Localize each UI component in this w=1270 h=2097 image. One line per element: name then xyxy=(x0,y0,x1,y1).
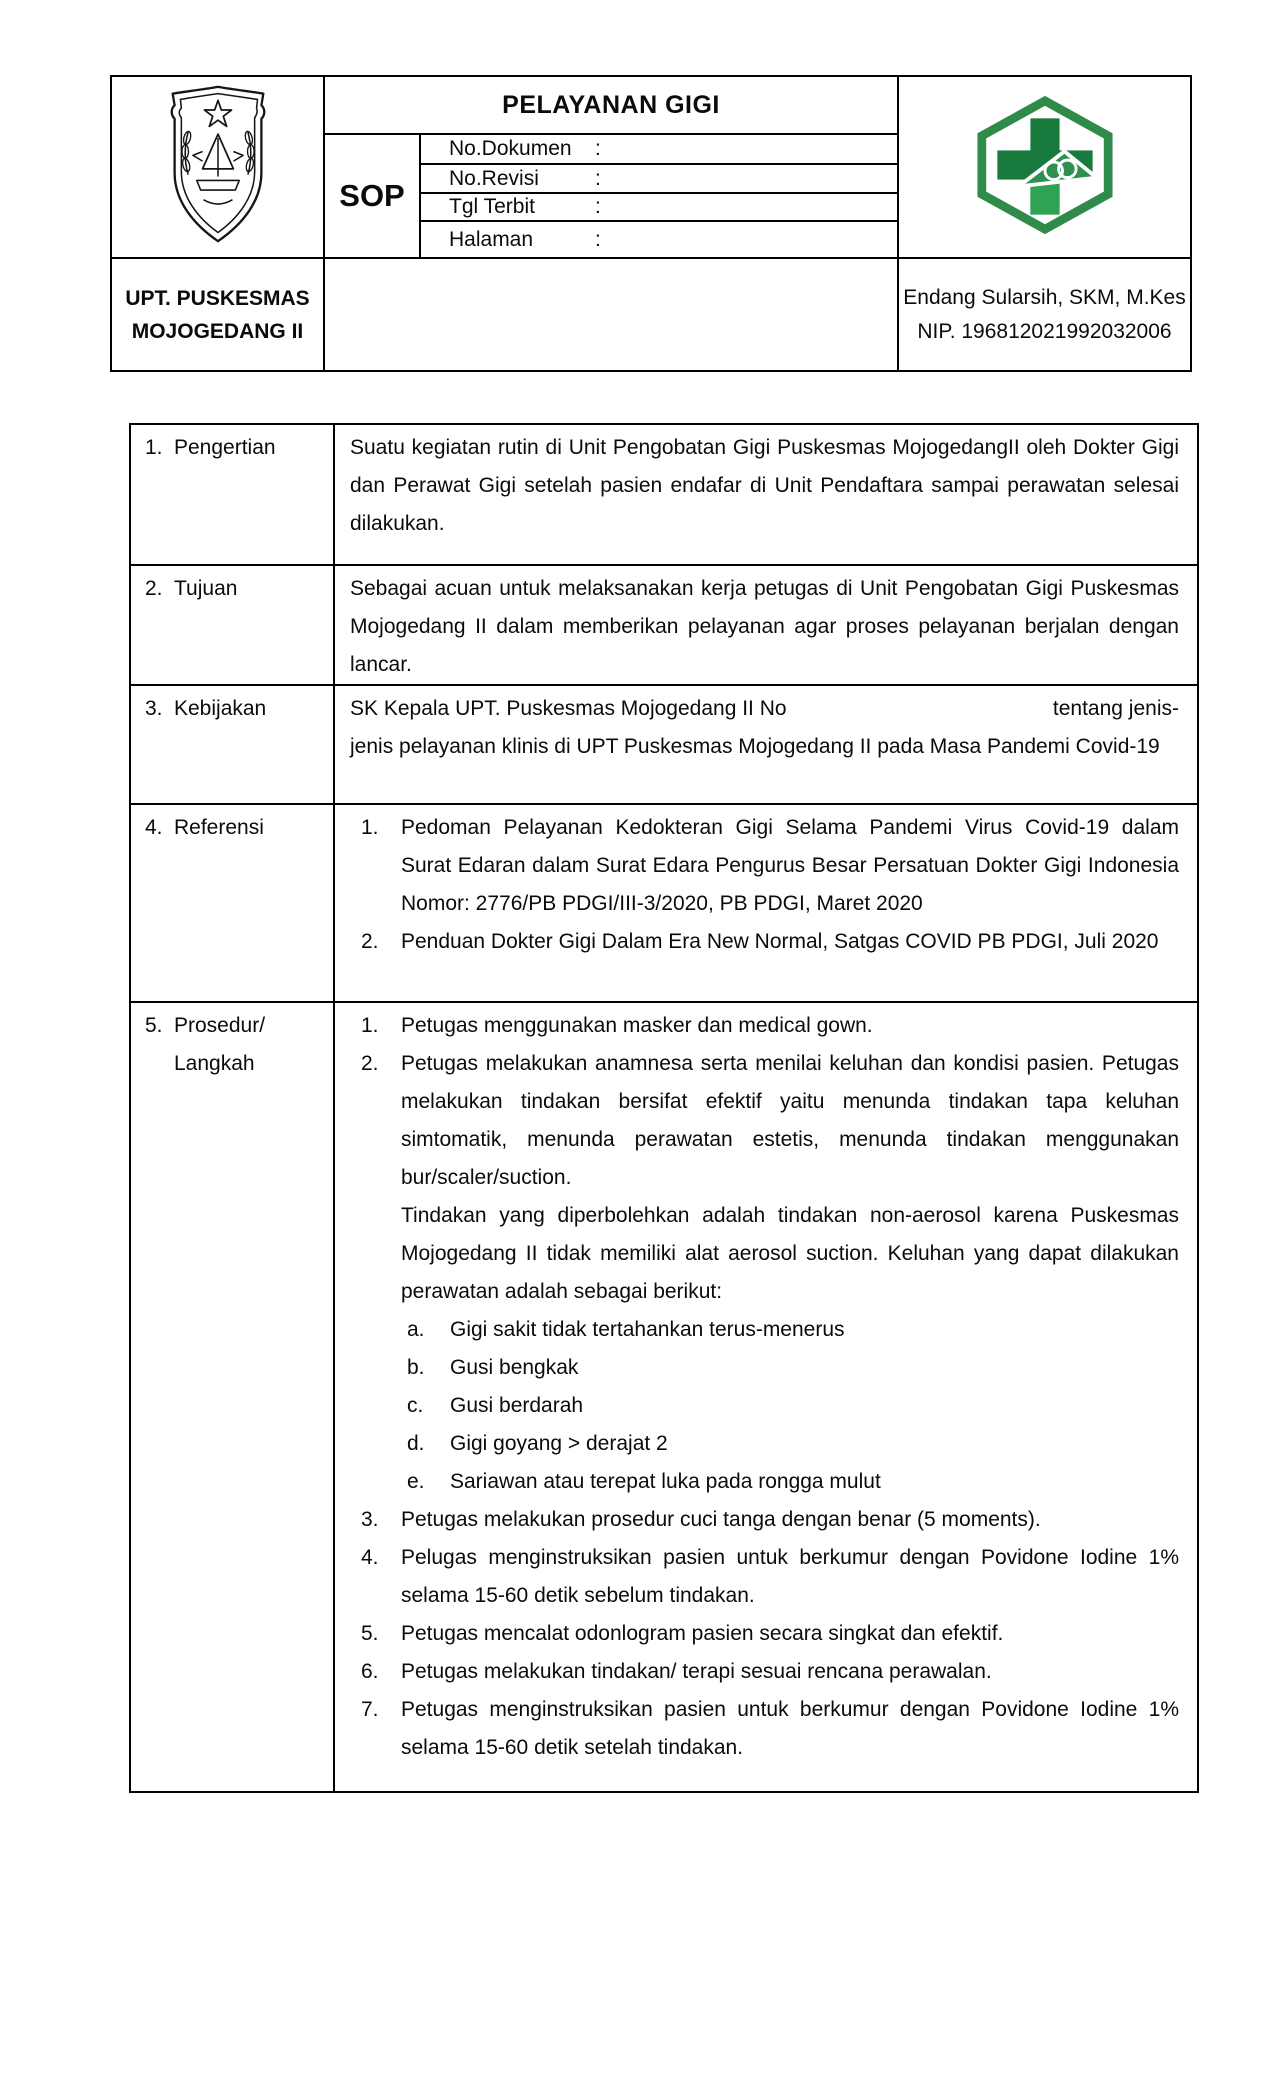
sub-list-item xyxy=(407,1463,1179,1501)
section-label: Referensi xyxy=(174,816,264,839)
section-label-cell xyxy=(130,685,334,804)
field-label: Tgl Terbit xyxy=(449,195,535,218)
kebijakan-text-before-blank: SK Kepala UPT. Puskesmas Mojogedang II No xyxy=(350,697,787,720)
section-number: 4. xyxy=(145,816,163,839)
sub-list-item xyxy=(407,1387,1179,1425)
list-item xyxy=(361,1045,1179,1197)
list-item xyxy=(361,809,1179,923)
signature-cell xyxy=(324,258,898,371)
list-item xyxy=(361,1501,1179,1539)
section-label: Prosedur/ xyxy=(174,1014,266,1037)
list-item-text: Pedoman Pelayanan Kedokteran Gigi Selama Pandemi Virus Covid-19 dalam Surat Edaran dalam Surat Edara Pengurus Besar Persatuan Dokter Gigi Indonesia Nomor: 2776/PB PDGI/III-3/2020, PB PDGI, Maret 2020 xyxy=(401,816,1179,915)
section-label-cell xyxy=(130,565,334,685)
list-item-number: 2. xyxy=(361,1052,379,1075)
field-colon: : xyxy=(595,137,601,160)
sop-header-table xyxy=(110,75,1192,372)
list-item-number: 2. xyxy=(361,930,379,953)
list-item-number: 7. xyxy=(361,1698,379,1721)
kebijakan-text-after-blank: tentang jenis- xyxy=(1052,697,1179,720)
list-item-text: Petugas menginstruksikan pasien untuk berkumur dengan Povidone Iodine 1% selama 15-60 detik setelah tindakan. xyxy=(401,1698,1179,1759)
field-no-dokumen xyxy=(420,134,898,164)
list-item-text: Penduan Dokter Gigi Dalam Era New Normal, Satgas COVID PB PDGI, Juli 2020 xyxy=(401,930,1159,953)
section-label-cell xyxy=(130,804,334,1002)
list-item xyxy=(361,1653,1179,1691)
section-text: Sebagai acuan untuk melaksanakan kerja petugas di Unit Pengobatan Gigi Puskesmas Mojogedang II dalam memberikan pelayanan agar proses pelayanan berjalan dengan lancar. xyxy=(350,577,1179,676)
field-halaman xyxy=(420,221,898,258)
list-item-number: 6. xyxy=(361,1660,379,1683)
list-item-number: 5. xyxy=(361,1622,379,1645)
right-logo-cell xyxy=(898,76,1191,258)
list-item-text: Petugas melakukan anamnesa serta menilai keluhan dan kondisi pasien. Petugas melakukan tindakan bersifat efektif yaitu menunda tindakan tapa keluhan simtomatik, menunda perawatan estetis, menunda tindakan menggunakan bur/scaler/suction. xyxy=(401,1052,1179,1189)
section-row-prosedur xyxy=(130,1002,1198,1792)
sub-item-text: Gusi berdarah xyxy=(450,1394,584,1417)
section-value-cell xyxy=(334,424,1198,565)
section-value-cell xyxy=(334,1002,1198,1792)
list-item-text: Petugas melakukan prosedur cuci tanga dengan benar (5 moments). xyxy=(401,1508,1041,1531)
section-number: 5. xyxy=(145,1014,163,1037)
organization-line1: UPT. PUSKESMAS xyxy=(125,286,310,310)
sub-item-letter: e. xyxy=(407,1470,425,1493)
section-row-tujuan xyxy=(130,565,1198,685)
list-item-number: 1. xyxy=(361,1014,379,1037)
section-row-pengertian xyxy=(130,424,1198,565)
field-colon: : xyxy=(595,227,601,251)
list-item-text: Pelugas menginstruksikan pasien untuk berkumur dengan Povidone Iodine 1% selama 15-60 detik sebelum tindakan. xyxy=(401,1546,1179,1607)
section-label-cell xyxy=(130,424,334,565)
doc-type-label: SOP xyxy=(324,134,420,258)
section-text: Suatu kegiatan rutin di Unit Pengobatan Gigi Puskesmas MojogedangII oleh Dokter Gigi dan Perawat Gigi setelah pasien endafar di Unit Pendaftara sampai perawatan selesai dilakukan. xyxy=(350,436,1179,535)
field-label: No.Revisi xyxy=(449,166,539,190)
sub-list-item xyxy=(407,1349,1179,1387)
approver-name: Endang Sularsih, SKM, M.Kes xyxy=(903,285,1186,309)
list-item-number: 4. xyxy=(361,1546,379,1569)
section-value-cell xyxy=(334,565,1198,685)
sub-item-letter: b. xyxy=(407,1356,425,1379)
approver-nip: NIP. 196812021992032006 xyxy=(917,319,1172,343)
field-label: No.Dokumen xyxy=(449,137,572,160)
list-item xyxy=(361,1007,1179,1045)
list-item xyxy=(361,923,1179,961)
kebijakan-line-with-blank xyxy=(350,690,1179,728)
puskesmas-logo xyxy=(972,96,1118,234)
approver-cell xyxy=(898,258,1191,371)
kebijakan-text-rest: jenis pelayanan klinis di UPT Puskesmas Mojogedang II pada Masa Pandemi Covid-19 xyxy=(350,735,1160,758)
section-label-cell xyxy=(130,1002,334,1792)
list-item-number: 3. xyxy=(361,1508,379,1531)
field-colon: : xyxy=(595,166,601,190)
section-label-line2: Langkah xyxy=(174,1052,255,1075)
sub-item-letter: a. xyxy=(407,1318,425,1341)
procedure-continuation-text: Tindakan yang diperbolehkan adalah tindakan non-aerosol karena Puskesmas Mojogedang II tidak memiliki alat aerosol suction. Keluhan yang dapat dilakukan perawatan adalah sebagai berikut: xyxy=(401,1204,1179,1303)
section-number: 3. xyxy=(145,697,163,720)
section-row-kebijakan xyxy=(130,685,1198,804)
document-title: PELAYANAN GIGI xyxy=(324,76,898,134)
section-row-referensi xyxy=(130,804,1198,1002)
section-number: 1. xyxy=(145,436,163,459)
list-item xyxy=(361,1691,1179,1767)
sub-item-text: Gusi bengkak xyxy=(450,1356,579,1379)
list-item xyxy=(361,1539,1179,1615)
section-label: Pengertian xyxy=(174,436,276,459)
sub-item-text: Sariawan atau terepat luka pada rongga mulut xyxy=(450,1470,881,1493)
sub-item-text: Gigi sakit tidak tertahankan terus-menerus xyxy=(450,1318,845,1341)
left-logo-cell xyxy=(111,76,324,258)
karanganyar-emblem-logo xyxy=(160,84,276,246)
section-label: Kebijakan xyxy=(174,697,267,720)
sub-list-item xyxy=(407,1311,1179,1349)
field-no-revisi xyxy=(420,164,898,193)
section-value-cell xyxy=(334,685,1198,804)
organization-line2: MOJOGEDANG II xyxy=(131,319,304,343)
list-item-text: Petugas mencalat odonlogram pasien secara singkat dan efektif. xyxy=(401,1622,1004,1645)
section-number: 2. xyxy=(145,577,163,600)
list-item xyxy=(361,1615,1179,1653)
sub-item-letter: c. xyxy=(407,1394,424,1417)
list-item-text: Petugas menggunakan masker dan medical gown. xyxy=(401,1014,873,1037)
field-tgl-terbit xyxy=(420,193,898,221)
sub-item-letter: d. xyxy=(407,1432,425,1455)
section-value-cell xyxy=(334,804,1198,1002)
field-label: Halaman xyxy=(449,227,534,251)
sub-list-item xyxy=(407,1425,1179,1463)
organization-name xyxy=(111,258,324,371)
field-colon: : xyxy=(595,195,601,218)
sop-content-table xyxy=(129,423,1199,1793)
list-item-number: 1. xyxy=(361,816,379,839)
list-item-text: Petugas melakukan tindakan/ terapi sesuai rencana perawalan. xyxy=(401,1660,992,1683)
sub-item-text: Gigi goyang > derajat 2 xyxy=(450,1432,668,1455)
section-label: Tujuan xyxy=(174,577,238,600)
